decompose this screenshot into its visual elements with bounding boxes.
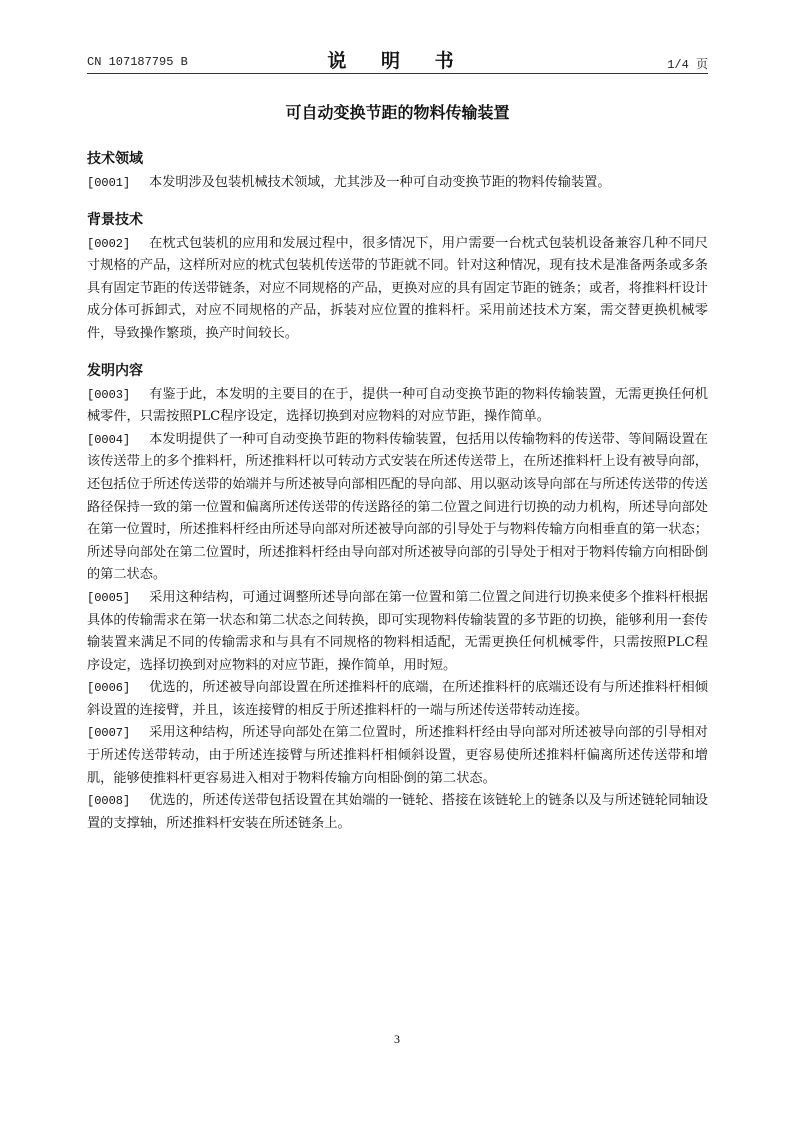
header-divider [87,73,708,74]
patent-number: CN 107187795 B [87,55,188,69]
paragraph-0005 [87,587,708,677]
document-type: 说 明 书 [327,50,468,72]
section-technical-field [87,148,708,195]
paragraph-0003 [87,384,708,429]
paragraph-text: 有鉴于此，本发明的主要目的在于，提供一种可自动变换节距的物料传输装置，无需更换任何机械零件，只需按照PLC程序设定，选择切换到对应物料的对应节距，操作简单。 [87,386,708,425]
section-heading: 背景技术 [87,211,143,228]
paragraph-0002 [87,233,708,346]
page-header [87,46,708,76]
paragraph-number: [0004] [87,432,131,447]
paragraph-text: 在枕式包装机的应用和发展过程中，很多情况下，用户需要一台枕式包装机设备兼容几种不同尺寸规格的产品，这样所对应的枕式包装机传送带的节距就不同。针对这种情况，现有技术是准备两条或多条具有固定节距的传送带链条，对应不同规格的产品，更换对应的具有固定节距的链条；或者，将推料杆设计成分体可拆卸式，对应不同规格的产品，拆装对应位置的推料杆。采用前述技术方案，需交替更换机械零件，导致操作繁琐，换产时间较长。 [87,235,708,341]
paragraph-number: [0006] [87,681,131,696]
paragraph-number: [0002] [87,236,131,251]
paragraph-text: 本发明提供了一种可自动变换节距的物料传输装置，包括用以传输物料的传送带、等间隔设置在该传送带上的多个推料杆，所述推料杆以可转动方式安装在所述传送带上，在所述推料杆上设有被导向部，还包括位于所述传送带的始端并与所述被导向部相匹配的导向部、用以驱动该导向部在与所述传送带的传送路径保持一致的第一位置和偏离所述传送带的传送路径的第二位置之间进行切换的动力机构，所述导向部处在第一位置时，所述推料杆经由所述导向部对所述被导向部的引导处于与物料传输方向相垂直的第一状态；所述导向部处在第二位置时，所述推料杆经由导向部对所述被导向部的引导处于相对于物料传输方向相卧倒的第二状态。 [87,431,708,583]
paragraph-0004 [87,429,708,587]
paragraph-text: 优选的，所述被导向部设置在所述推料杆的底端，在所述推料杆的底端还设有与所述推料杆相倾斜设置的连接臂，并且，该连接臂的相反于所述推料杆的一端与所述传送带转动连接。 [87,680,708,718]
section-heading: 发明内容 [87,362,143,379]
paragraph-number: [0008] [87,794,131,809]
document-title: 可自动变换节距的物料传输装置 [285,103,510,122]
page-number: 3 [394,1032,400,1046]
paragraph-0006 [87,677,708,722]
paragraph-text: 本发明涉及包装机械技术领域，尤其涉及一种可自动变换节距的物料传输装置。 [149,175,611,190]
section-summary [87,360,708,836]
paragraph-number: [0003] [87,387,131,402]
paragraph-number: [0007] [87,726,131,741]
paragraph-0007 [87,722,708,790]
paragraph-number: [0005] [87,590,131,605]
paragraph-number: [0001] [87,176,131,190]
paragraph-text: 采用这种结构，所述导向部处在第二位置时，所述推料杆经由导向部对所述被导向部的引导相对于所述传送带转动，由于所述连接臂与所述推料杆相倾斜设置，更容易使所述推料杆偏离所述传送带和增肌，能够使推料杆更容易进入相对于物料传输方向相卧倒的第二状态。 [87,725,708,786]
section-background [87,209,708,346]
document-body [87,148,708,849]
paragraph-0001 [87,172,708,195]
paragraph-0008 [87,790,708,835]
section-heading: 技术领域 [87,151,143,167]
page-indicator: 1/4 页 [667,58,708,72]
paragraph-text: 采用这种结构，可通过调整所述导向部在第一位置和第二位置之间进行切换来使多个推料杆根据具体的传输需求在第一状态和第二状态之间转换，即可实现物料传输装置的多节距的切换，能够利用一套传输装置来满足不同的传输需求和与具有不同规格的物料相适配，无需更换任何机械零件，只需按照PLC程序设定，选择切换到对应物料的对应节距，操作简单，用时短。 [87,589,708,673]
paragraph-text: 优选的，所述传送带包括设置在其始端的一链轮、搭接在该链轮上的链条以及与所述链轮同轴设置的支撑轴，所述推料杆安装在所述链条上。 [87,793,708,831]
